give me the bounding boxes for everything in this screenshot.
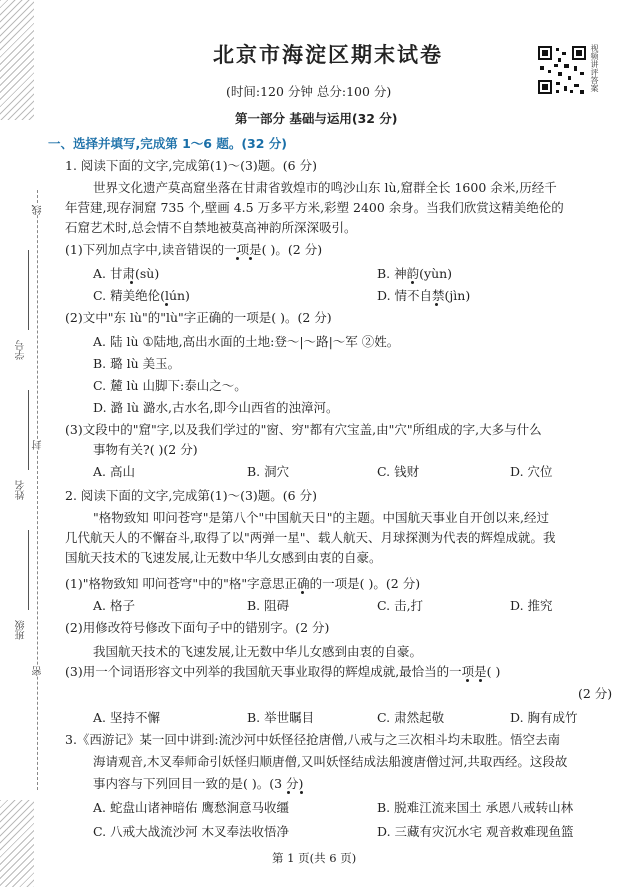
text-line: 石窟艺术时,总会情不自禁地被莫高神韵所深深吸引。: [65, 220, 357, 235]
text-line: A. 蛇盘山诸神暗佑 鹰愁涧意马收缰: [93, 800, 289, 815]
text-line: 1. 阅读下面的文字,完成第(1)～(3)题。(6 分): [65, 158, 317, 173]
section-heading: 一、选择并填写,完成第 1～6 题。(32 分): [48, 136, 288, 151]
emphasis-dot: [165, 303, 168, 306]
text-line: D. 三藏有灾沉水宅 观音救难现鱼篮: [377, 824, 574, 839]
text-line: 3.《西游记》某一回中讲到:流沙河中妖怪径抢唐僧,八戒与之三次相斗均未取胜。悟空去南: [65, 732, 561, 747]
emphasis-dot: [236, 257, 239, 260]
text-line: 我国航天技术的飞速发展,让无数中华儿女感到由衷的自豪。: [93, 644, 422, 659]
name-label: 姓名: [16, 480, 27, 500]
emphasis-dot: [249, 257, 252, 260]
text-line: B. 璐 lù 美玉。: [93, 356, 181, 371]
text-line: 2. 阅读下面的文字,完成第(1)～(3)题。(6 分): [65, 488, 317, 503]
text-line: 事物有关?( )(2 分): [93, 442, 198, 457]
text-line: A. 陆 lù ①陆地,高出水面的土地:登～|～路|～军 ②姓。: [93, 334, 400, 349]
text-line: B. 阻碍: [247, 598, 290, 613]
text-line: D. 胸有成竹: [510, 710, 578, 725]
text-line: C. 精美绝伦(lún): [93, 288, 190, 303]
text-line: A. 甘肃(sù): [93, 266, 160, 281]
emphasis-dot: [435, 303, 438, 306]
seal-char: 封: [33, 440, 44, 450]
qr-note: 视频讲评答案: [590, 44, 599, 92]
exam-meta: (时间:120 分钟 总分:100 分): [226, 84, 392, 99]
text-line: (3)文段中的"窟"字,以及我们学过的"窗、穷"都有穴宝盖,由"穴"所组成的字,大多与什么: [65, 422, 542, 437]
text-line: 世界文化遗产莫高窟坐落在甘肃省敦煌市的鸣沙山东 lù,窟群全长 1600 余米,历经千: [93, 180, 557, 195]
text-line: B. 洞穴: [247, 464, 290, 479]
emphasis-dot: [130, 281, 133, 284]
text-line: D. 穴位: [510, 464, 553, 479]
text-line: (2)文中"东 lù"的"lù"字正确的一项是( )。(2 分): [65, 310, 332, 325]
text-line: C. 钱财: [377, 464, 420, 479]
name-blank[interactable]: [28, 390, 29, 470]
emphasis-dot: [301, 591, 304, 594]
qr-code-icon: [536, 44, 588, 96]
emphasis-dot: [479, 679, 482, 682]
text-line: 国航天技术的飞速发展,让无数中华儿女感到由衷的自豪。: [65, 550, 382, 565]
text-line: 海请观音,木叉奉师命引妖怪归顺唐僧,又叫妖怪结成法船渡唐僧过河,共取西经。这段故: [93, 754, 568, 769]
page-footer: 第 1 页(共 6 页): [272, 851, 357, 865]
text-line: C. 肃然起敬: [377, 710, 445, 725]
text-line: (2 分): [578, 686, 613, 701]
exam-title: 北京市海淀区期末试卷: [213, 43, 443, 67]
student-id-label: 学号: [16, 340, 27, 360]
text-line: (2)用修改符号修改下面句子中的错别字。(2 分): [65, 620, 330, 635]
text-line: (1)下列加点字中,读音错误的一项是( )。(2 分): [65, 242, 323, 257]
text-line: 年营建,现存洞窟 735 个,壁画 4.5 万多平方米,彩塑 2400 余身。当我们欣赏这精美绝伦的: [65, 200, 564, 215]
text-line: D. 潞 lù 潞水,古水名,即今山西省的浊漳河。: [93, 400, 339, 415]
seal-char: 密: [33, 666, 44, 676]
seal-line: [37, 190, 38, 790]
seal-char: 线: [33, 205, 44, 215]
binding-strip: [0, 0, 34, 887]
text-line: (3)用一个词语形容文中列举的我国航天事业取得的辉煌成就,最恰当的一项是( ): [65, 664, 501, 679]
text-line: D. 情不自禁(jìn): [377, 288, 471, 303]
text-line: "格物致知 叩问苍穹"是第八个"中国航天日"的主题。中国航天事业自开创以来,经过: [93, 510, 549, 525]
text-line: 事内容与下列回目一致的是( )。(3 分): [93, 776, 304, 791]
text-line: A. 坚持不懈: [93, 710, 160, 725]
class-label: 班级: [16, 620, 27, 640]
hatch-decoration: [0, 800, 34, 887]
emphasis-dot: [466, 679, 469, 682]
text-line: C. 八戒大战流沙河 木叉奉法收悟净: [93, 824, 290, 839]
text-line: A. 格子: [93, 598, 135, 613]
text-line: C. 麓 lù 山脚下:泰山之～。: [93, 378, 247, 393]
emphasis-dot: [287, 791, 290, 794]
student-id-blank[interactable]: [28, 250, 29, 330]
text-line: A. 高山: [93, 464, 135, 479]
hatch-decoration: [0, 0, 34, 120]
text-line: (1)"格物致知 叩问苍穹"中的"格"字意思正确的一项是( )。(2 分): [65, 576, 421, 591]
text-line: B. 神韵(yùn): [377, 266, 453, 281]
emphasis-dot: [411, 281, 414, 284]
part-heading: 第一部分 基础与运用(32 分): [235, 111, 398, 126]
text-line: 几代航天人的不懈奋斗,取得了以"两弹一星"、载人航天、月球探测为代表的辉煌成就。我: [65, 530, 556, 545]
qr-code[interactable]: [536, 44, 588, 96]
text-line: D. 推究: [510, 598, 553, 613]
emphasis-dot: [300, 791, 303, 794]
text-line: B. 举世瞩目: [247, 710, 315, 725]
text-line: B. 脱难江流来国土 承恩八戒转山林: [377, 800, 574, 815]
class-blank[interactable]: [28, 530, 29, 610]
text-line: C. 击,打: [377, 598, 424, 613]
